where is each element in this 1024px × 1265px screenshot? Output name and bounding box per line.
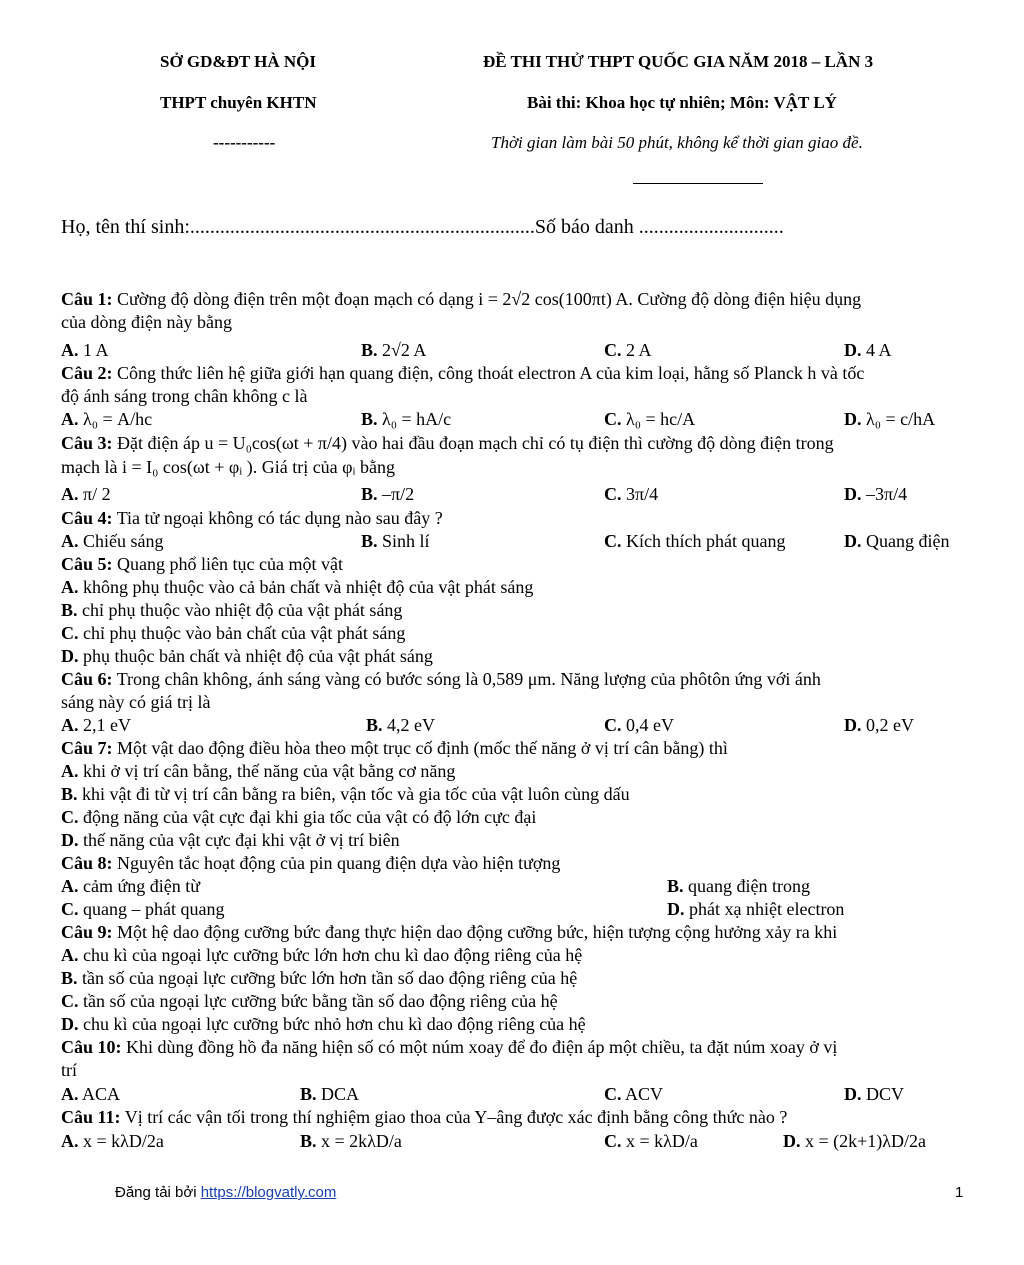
option-c[interactable]: C. tần số của ngoại lực cưỡng bức bằng tần số dao động riêng của hệ — [61, 991, 558, 1011]
exam-subject: Bài thi: Khoa học tự nhiên; Môn: VẬT LÝ — [527, 93, 837, 112]
header-divider-dashes: ----------- — [213, 133, 276, 152]
option-c[interactable]: C. 0,4 eV — [604, 715, 674, 735]
question-2-line1: Câu 2: Công thức liên hệ giữa giới hạn quang điện, công thoát electron A của kim loại, hằng số Planck h và tốc — [61, 363, 865, 383]
footer-link[interactable]: https://blogvatly.com — [200, 1184, 337, 1201]
question-10-options — [61, 1083, 981, 1106]
option-d[interactable]: D. –3π/4 — [844, 484, 908, 504]
option-d[interactable]: D. phụ thuộc bản chất và nhiệt độ của vật phát sáng — [61, 646, 433, 666]
option-b[interactable]: B. chỉ phụ thuộc vào nhiệt độ của vật phát sáng — [61, 600, 403, 620]
option-a[interactable]: A. chu kì của ngoại lực cưỡng bức lớn hơn chu kì dao động riêng của hệ — [61, 945, 583, 965]
question-8-line1: Câu 8: Nguyên tắc hoạt động của pin quang điện dựa vào hiện tượng — [61, 853, 561, 873]
option-b[interactable]: B. λ₀ = hA/c — [361, 409, 452, 429]
option-d[interactable]: D. chu kì của ngoại lực cưỡng bức nhỏ hơn chu kì dao động riêng của hệ — [61, 1014, 586, 1034]
department-name: SỞ GD&ĐT HÀ NỘI — [160, 52, 317, 71]
question-9-line1: Câu 9: Một hệ dao động cưỡng bức đang thực hiện dao động cưỡng bức, hiện tượng cộng hưởng xảy ra khi — [61, 922, 838, 942]
question-2-options — [61, 408, 981, 431]
option-d[interactable]: D. 4 A — [844, 340, 892, 360]
page-number: 1 — [955, 1184, 964, 1201]
option-c[interactable]: C. động năng của vật cực đại khi gia tốc của vật có độ lớn cực đại — [61, 807, 537, 827]
footer-credit: Đăng tải bởi https://blogvatly.com — [115, 1184, 337, 1201]
option-a[interactable]: A. ACA — [61, 1084, 121, 1104]
option-b[interactable]: B. –π/2 — [361, 484, 415, 504]
option-c[interactable]: C. quang – phát quang — [61, 899, 225, 919]
question-11-options — [61, 1130, 981, 1153]
school-name: THPT chuyên KHTN — [160, 93, 317, 112]
exam-title: ĐỀ THI THỬ THPT QUỐC GIA NĂM 2018 – LẦN 3 — [483, 52, 874, 71]
header-rule — [633, 183, 763, 184]
question-3-line1: Câu 3: Đặt điện áp u = U₀cos(ωt + π/4) vào hai đầu đoạn mạch chỉ có tụ điện thì cường độ dòng điện trong — [61, 433, 834, 453]
option-a[interactable]: A. x = kλD/2a — [61, 1131, 164, 1151]
question-8-options-row2 — [61, 898, 981, 921]
option-b[interactable]: B. quang điện trong — [667, 876, 810, 896]
option-c[interactable]: C. 2 A — [604, 340, 652, 360]
option-c[interactable]: C. 3π/4 — [604, 484, 659, 504]
question-3-line2: mạch là i = I₀ cos(ωt + φᵢ ). Giá trị của φᵢ bằng — [61, 457, 395, 477]
option-a[interactable]: A. không phụ thuộc vào cả bản chất và nhiệt độ của vật phát sáng — [61, 577, 534, 597]
question-10-line2: trí — [61, 1060, 77, 1080]
question-1-options — [61, 339, 981, 362]
option-a[interactable]: A. π/ 2 — [61, 484, 111, 504]
option-a[interactable]: A. λ₀ = A/hc — [61, 409, 153, 429]
option-a[interactable]: A. 2,1 eV — [61, 715, 131, 735]
question-4-options — [61, 530, 981, 553]
option-c[interactable]: C. ACV — [604, 1084, 664, 1104]
candidate-info-line: Họ, tên thí sinh:.....................................................................Số báo danh ............................. — [61, 216, 784, 238]
option-b[interactable]: B. 2√2 A — [361, 340, 427, 360]
option-c[interactable]: C. λ₀ = hc/A — [604, 409, 696, 429]
question-5-line1: Câu 5: Quang phổ liên tục của một vật — [61, 554, 343, 574]
exam-duration: Thời gian làm bài 50 phút, không kể thời gian giao đề. — [491, 133, 863, 152]
option-b[interactable]: B. Sinh lí — [361, 531, 430, 551]
option-c[interactable]: C. chỉ phụ thuộc vào bản chất của vật phát sáng — [61, 623, 406, 643]
option-b[interactable]: B. khi vật đi từ vị trí cân bằng ra biên, vận tốc và gia tốc của vật luôn cùng dấu — [61, 784, 630, 804]
option-d[interactable]: D. λ₀ = c/hA — [844, 409, 936, 429]
question-11-line1: Câu 11: Vị trí các vận tối trong thí nghiệm giao thoa của Y–âng được xác định bằng công thức nào ? — [61, 1107, 788, 1127]
option-c[interactable]: C. Kích thích phát quang — [604, 531, 786, 551]
option-d[interactable]: D. thế năng của vật cực đại khi vật ở vị trí biên — [61, 830, 400, 850]
option-a[interactable]: A. khi ở vị trí cân bằng, thế năng của vật bằng cơ năng — [61, 761, 456, 781]
question-1-line2: của dòng điện này bằng — [61, 312, 232, 332]
option-d[interactable]: D. x = (2k+1)λD/2a — [783, 1131, 927, 1151]
option-c[interactable]: C. x = kλD/a — [604, 1131, 698, 1151]
question-6-line2: sáng này có giá trị là — [61, 692, 211, 712]
option-d[interactable]: D. Quang điện — [844, 531, 950, 551]
question-8-options-row1 — [61, 875, 981, 898]
question-6-options — [61, 714, 981, 737]
option-b[interactable]: B. DCA — [300, 1084, 360, 1104]
option-b[interactable]: B. 4,2 eV — [366, 715, 436, 735]
option-d[interactable]: D. 0,2 eV — [844, 715, 914, 735]
question-2-line2: độ ánh sáng trong chân không c là — [61, 386, 308, 406]
question-1-line1: Câu 1: Cường độ dòng điện trên một đoạn mạch có dạng i = 2√2 cos(100πt) A. Cường độ dòng điện hiệu dụng — [61, 289, 862, 309]
option-d[interactable]: D. DCV — [844, 1084, 905, 1104]
question-10-line1: Câu 10: Khi dùng đồng hồ đa năng hiện số có một núm xoay để đo điện áp một chiều, ta đặt núm xoay ở vị — [61, 1037, 838, 1057]
question-4-line1: Câu 4: Tia tử ngoại không có tác dụng nào sau đây ? — [61, 508, 443, 528]
question-7-line1: Câu 7: Một vật dao động điều hòa theo một trục cố định (mốc thế năng ở vị trí cân bằng) thì — [61, 738, 728, 758]
option-a[interactable]: A. cảm ứng điện từ — [61, 876, 200, 896]
option-a[interactable]: A. Chiếu sáng — [61, 531, 164, 551]
option-b[interactable]: B. x = 2kλD/a — [300, 1131, 402, 1151]
option-b[interactable]: B. tần số của ngoại lực cưỡng bức lớn hơn tần số dao động riêng của hệ — [61, 968, 578, 988]
question-3-options — [61, 483, 981, 506]
question-6-line1: Câu 6: Trong chân không, ánh sáng vàng có bước sóng là 0,589 μm. Năng lượng của phôtôn ứng với ánh — [61, 669, 821, 689]
option-a[interactable]: A. 1 A — [61, 340, 109, 360]
option-d[interactable]: D. phát xạ nhiệt electron — [667, 899, 845, 919]
